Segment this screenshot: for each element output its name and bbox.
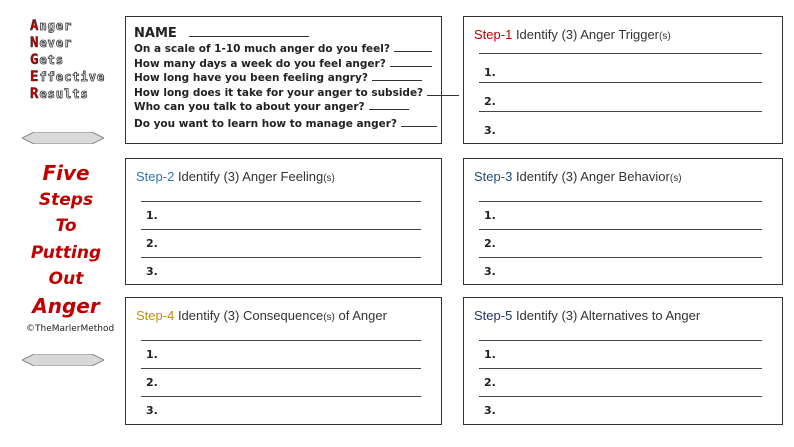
acrostic-line: Effective: [30, 69, 106, 85]
item-number: 2.: [484, 95, 496, 108]
item-number: 1.: [146, 209, 158, 222]
answer-blank[interactable]: [369, 100, 409, 110]
question-row: How many days a week do you feel anger?: [134, 57, 433, 72]
item-number: 2.: [484, 237, 496, 250]
answer-line[interactable]: [479, 53, 762, 54]
step-heading: Step-1 Identify (3) Anger Trigger(s): [474, 27, 671, 42]
questionnaire-box: [125, 16, 442, 144]
acrostic: [30, 18, 120, 103]
step-heading: Step-5 Identify (3) Alternatives to Anger: [474, 308, 701, 323]
copyright: ©TheMarlerMethod: [26, 324, 115, 334]
answer-line[interactable]: [141, 340, 421, 341]
answer-blank[interactable]: [394, 42, 432, 52]
answer-line[interactable]: [141, 396, 421, 397]
divider-diamond-icon: [22, 354, 104, 366]
question-row: How long does it take for your anger to subside?: [134, 86, 433, 101]
answer-line[interactable]: [479, 82, 762, 83]
step-4-box: [125, 297, 442, 425]
acrostic-line: Anger: [30, 18, 73, 34]
question-row: On a scale of 1-10 much anger do you feel?: [134, 42, 433, 57]
answer-line[interactable]: [479, 201, 762, 202]
step-2-box: [125, 158, 442, 285]
answer-line[interactable]: [479, 368, 762, 369]
item-number: 3.: [484, 124, 496, 137]
side-title: Five Steps To Putting Out Anger: [30, 161, 102, 318]
answer-blank[interactable]: [390, 57, 432, 67]
answer-line[interactable]: [479, 229, 762, 230]
answer-line[interactable]: [479, 340, 762, 341]
item-number: 2.: [146, 237, 158, 250]
question-row: How long have you been feeling angry?: [134, 71, 433, 86]
answer-blank[interactable]: [401, 117, 437, 127]
step-heading: Step-4 Identify (3) Consequence(s) of Anger: [136, 308, 387, 323]
item-number: 2.: [484, 376, 496, 389]
answer-line[interactable]: [479, 396, 762, 397]
answer-line[interactable]: [479, 257, 762, 258]
acrostic-line: Never: [30, 35, 73, 51]
answer-line[interactable]: [141, 201, 421, 202]
question-row: Who can you talk to about your anger?: [134, 100, 433, 115]
acrostic-line: Results: [30, 86, 89, 102]
step-heading: Step-2 Identify (3) Anger Feeling(s): [136, 169, 335, 184]
item-number: 1.: [484, 209, 496, 222]
divider-diamond-icon: [22, 132, 104, 144]
step-heading: Step-3 Identify (3) Anger Behavior(s): [474, 169, 682, 184]
answer-blank[interactable]: [372, 71, 422, 81]
step-3-box: [463, 158, 783, 285]
step-5-box: [463, 297, 783, 425]
answer-line[interactable]: [141, 229, 421, 230]
question-row: Do you want to learn how to manage anger?: [134, 117, 433, 132]
item-number: 2.: [146, 376, 158, 389]
step-1-box: [463, 16, 783, 144]
item-number: 1.: [484, 66, 496, 79]
item-number: 1.: [146, 348, 158, 361]
answer-line[interactable]: [141, 368, 421, 369]
name-field[interactable]: NAME: [134, 26, 433, 42]
item-number: 1.: [484, 348, 496, 361]
answer-line[interactable]: [141, 257, 421, 258]
name-blank[interactable]: [189, 26, 309, 37]
acrostic-line: Gets: [30, 52, 65, 68]
answer-line[interactable]: [479, 111, 762, 112]
answer-blank[interactable]: [427, 86, 459, 96]
item-number: 3.: [484, 265, 496, 278]
item-number: 3.: [146, 404, 158, 417]
item-number: 3.: [484, 404, 496, 417]
item-number: 3.: [146, 265, 158, 278]
